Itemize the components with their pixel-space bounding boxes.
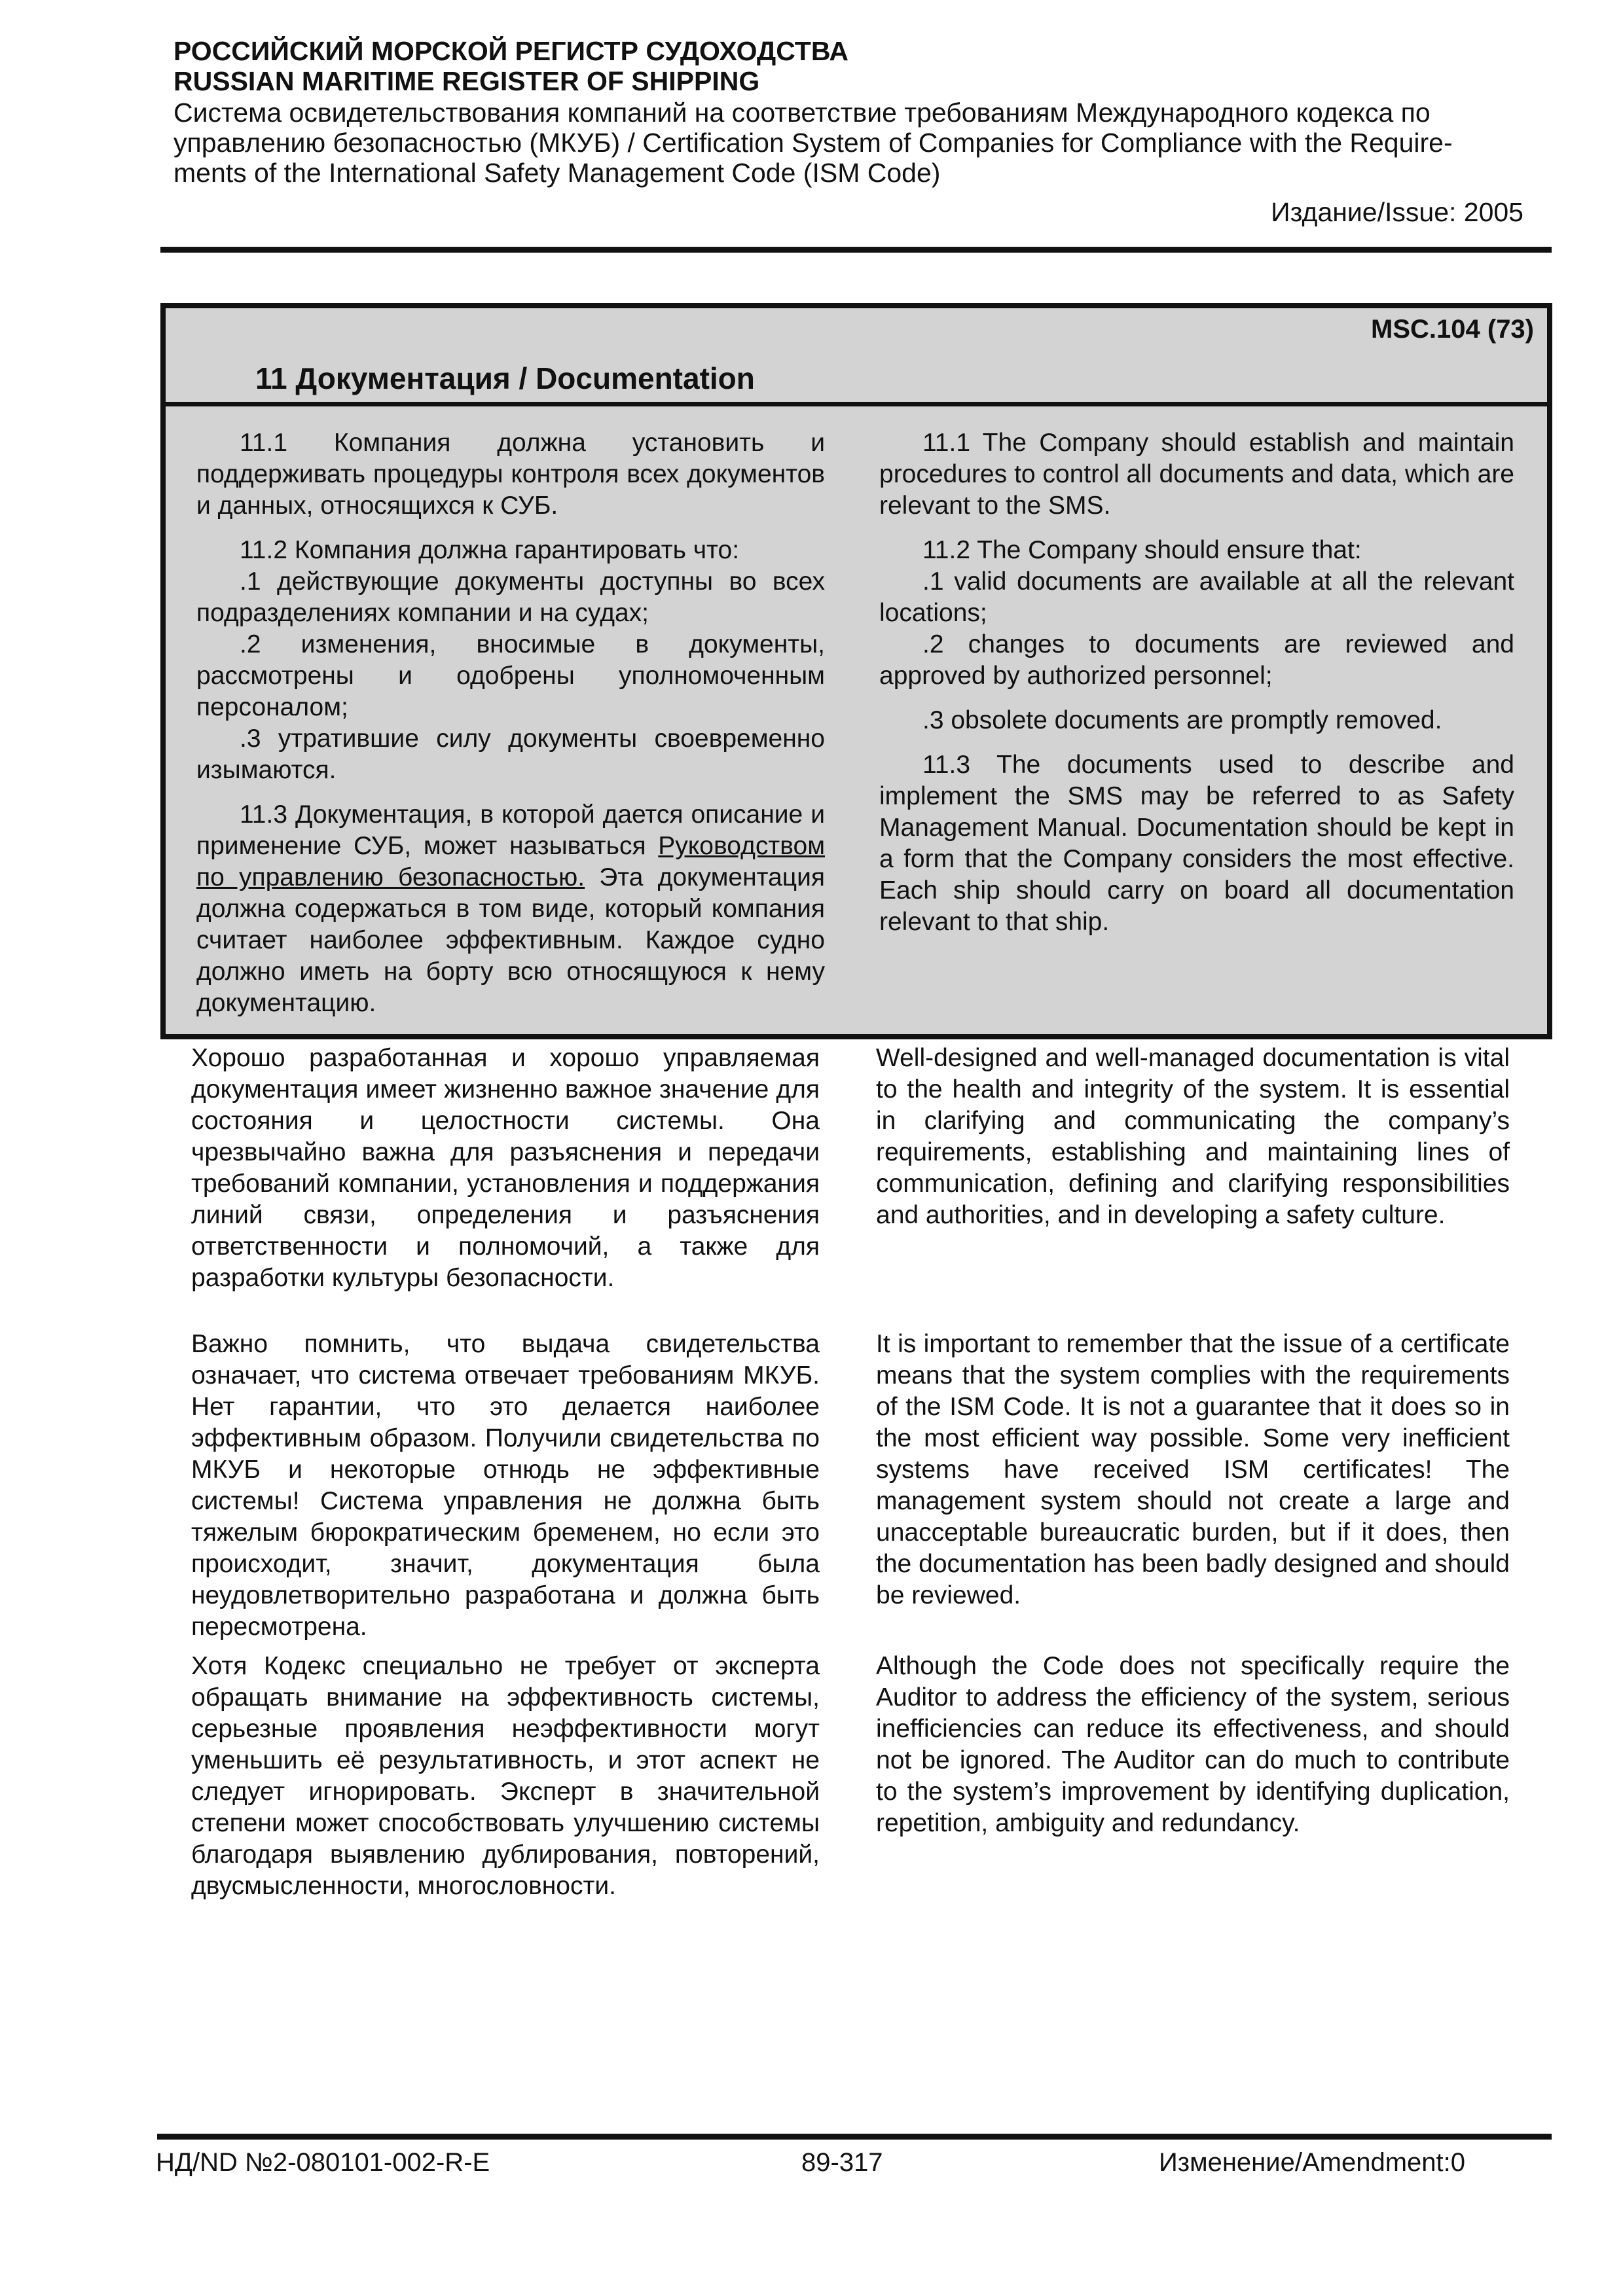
header-divider bbox=[160, 247, 1552, 253]
page-number: 89-317 bbox=[801, 2148, 883, 2177]
system-description-line: ments of the International Safety Management Code (ISM Code) bbox=[173, 158, 941, 188]
msc-reference: MSC.104 (73) bbox=[1371, 315, 1534, 344]
amendment-label: Изменение/Amendment:0 bbox=[1159, 2148, 1465, 2177]
list-item: .2 изменения, вносимые в документы, рассмотрены и одобрены уполномоченным персоналом; bbox=[196, 630, 825, 721]
list-item: .1 valid documents are available at all the relevant locations; bbox=[879, 567, 1514, 627]
list-item: .3 obsolete documents are promptly removed. bbox=[922, 706, 1442, 734]
list-item: .1 действующие документы доступны во всех подразделениях компании и на судах; bbox=[196, 567, 825, 627]
box-column-ru bbox=[196, 427, 825, 1019]
body-paragraph-ru: Хотя Кодекс специально не требует от эксперта обращать внимание на эффективность системы, серьезные проявления неэффективности могут уменьшить её результативность, и этот аспект не следует игнорировать. Эксперт в значительной степени может способствовать улучшению системы благодаря выявлению дублирования, повторений, двусмысленности, многословности. bbox=[191, 1652, 820, 1900]
issue-label: Издание/Issue: 2005 bbox=[1271, 197, 1523, 227]
footer-divider bbox=[157, 2134, 1552, 2140]
paragraph-text: Эта документация должна содержаться в том виде, который компания считает наиболее эффективным. Каждое судно должно иметь на борту всю относящуюся к нему документацию. bbox=[196, 863, 825, 1017]
system-description-line: Система освидетельствования компаний на соответствие требованиям Международного кодекса по bbox=[173, 98, 1431, 128]
paragraph-text: 11.3 Документация, в которой дается описание и применение СУБ, может называться bbox=[196, 800, 825, 860]
code-requirement-box bbox=[160, 303, 1552, 1039]
document-number: НД/ND №2-080101-002-R-E bbox=[156, 2148, 490, 2177]
body-paragraph-en: Although the Code does not specifically require the Auditor to address the efficiency of the system, serious inefficiencies can reduce its effectiveness, and should not be ignored. The Auditor can do much to contribute to the system’s improvement by identifying duplication, repetition, ambiguity and redundancy. bbox=[876, 1652, 1510, 1837]
list-item: .3 утратившие силу документы своевременно изымаются. bbox=[196, 725, 825, 784]
org-name-en: RUSSIAN MARITIME REGISTER OF SHIPPING bbox=[173, 66, 760, 96]
org-name-ru: РОССИЙСКИЙ МОРСКОЙ РЕГИСТР СУДОХОДСТВА bbox=[173, 36, 849, 66]
system-description bbox=[173, 98, 1523, 188]
body-paragraph-en: Well-designed and well-managed documentation is vital to the health and integrity of the system. It is essential in clarifying and communicating the company’s requirements, establishing and maintaining lines of communication, defining and clarifying responsibilities and authorities, and in developing a safety culture. bbox=[876, 1044, 1510, 1229]
paragraph: 11.2 Компания должна гарантировать что: bbox=[240, 536, 740, 564]
paragraph: 11.1 Компания должна установить и поддерживать процедуры контроля всех документов и данных, относящихся к СУБ. bbox=[196, 429, 825, 520]
paragraph: 11.1 The Company should establish and maintain procedures to control all documents and data, which are relevant to the SMS. bbox=[879, 429, 1514, 520]
paragraph bbox=[196, 799, 825, 1019]
paragraph: 11.3 The documents used to describe and implement the SMS may be referred to as Safety Management Manual. Documentation should be kept in a form that the Company considers the most effective. Each ship should carry on board all documentation relevant to that ship. bbox=[879, 751, 1514, 936]
system-description-line: управлению безопасностью (МКУБ) / Certification System of Companies for Compliance with the Require- bbox=[173, 128, 1453, 158]
section-title: 11 Документация / Documentation bbox=[255, 361, 755, 395]
box-header bbox=[166, 308, 1547, 406]
body-paragraph-ru: Хорошо разработанная и хорошо управляемая документация имеет жизненно важное значение для состояния и целостности системы. Она чрезвычайно важна для разъяснения и передачи требований компании, установления и поддержания линий связи, определения и разъяснения ответственности и полномочий, а также для разработки культуры безопасности. bbox=[191, 1044, 820, 1292]
body-paragraph-ru: Важно помнить, что выдача свидетельства означает, что система отвечает требованиям МКУБ. Нет гарантии, что это делается наиболее эффективным образом. Получили свидетельства по МКУБ и некоторые отнюдь не эффективные системы! Система управления не должна быть тяжелым бюрократическим бременем, но если это происходит, значит, документация была неудовлетворительно разработана и должна быть пересмотрена. bbox=[191, 1330, 820, 1641]
box-column-en bbox=[879, 427, 1514, 938]
body-paragraph-en: It is important to remember that the issue of a certificate means that the system complies with the requirements of the ISM Code. It is not a guarantee that it does so in the most efficient way possible. Some very inefficient systems have received ISM certificates! The management system should not create a large and unacceptable bureaucratic burden, but if it does, then the documentation has been badly designed and should be reviewed. bbox=[876, 1330, 1510, 1609]
page-header bbox=[173, 36, 1523, 227]
paragraph: 11.2 The Company should ensure that: bbox=[922, 536, 1362, 564]
manual-term: Руководством по управлению безопасностью. bbox=[196, 832, 825, 891]
list-item: .2 changes to documents are reviewed and approved by authorized personnel; bbox=[879, 630, 1514, 690]
